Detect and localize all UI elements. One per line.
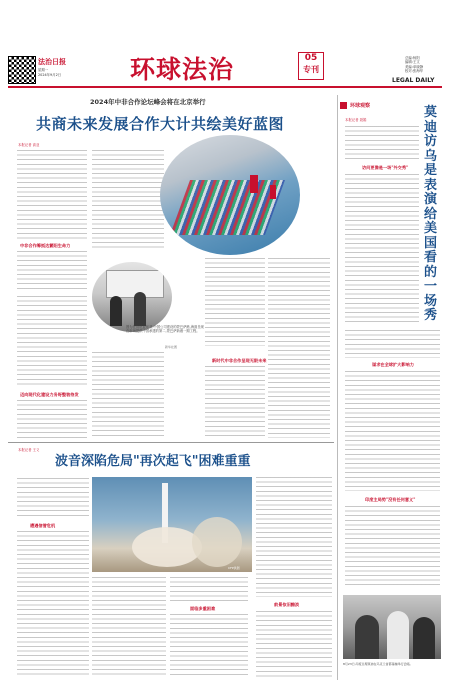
article2-photo-caption: 8月23日,印度总理莫迪在乌克兰首都基辅举行会晤。	[343, 662, 413, 666]
article1-body-col1d	[17, 400, 87, 438]
article1-headline: 共商未来发展合作大计共绘美好蓝图	[36, 115, 285, 133]
header-rule	[8, 86, 442, 88]
editor-credit: 校对:张海华	[405, 69, 424, 74]
article1-subhead: 新时代中非合作呈现无限未来	[212, 358, 267, 363]
article2-body-3	[345, 371, 440, 491]
article1-body-col2	[92, 150, 164, 250]
edition-date: 2024年9月2日	[38, 73, 62, 77]
article3-headline: 波音深陷危局"再次起飞"困难重重	[55, 454, 251, 469]
article2-body-1	[345, 126, 419, 160]
article1-subhead: 迈向现代化建设力务呀整装待发	[20, 392, 79, 397]
article3-subhead: 面临多重困难	[190, 606, 216, 611]
article2-subhead: 印度主局势"没有任何意义"	[365, 497, 416, 502]
article3-body-col1	[17, 478, 89, 518]
article1-body-col3	[205, 258, 265, 346]
editor-credit: 编辑:王文	[405, 60, 420, 65]
editor-credit: 总编:杨阳	[405, 56, 420, 60]
article1-divider	[8, 442, 334, 443]
editor-credit: 美编:单晓静	[405, 64, 424, 69]
article3-body-col2	[92, 577, 166, 677]
page-number-box	[298, 52, 324, 80]
masthead-logo: 法治日报	[38, 57, 66, 66]
article3-body-col1b	[17, 531, 89, 676]
article2-body-4	[345, 506, 440, 588]
article2-subhead: 访问更像是一场"外交秀"	[362, 165, 409, 170]
article1-body-col2b	[92, 352, 164, 438]
article1-byline: 本报记者 高亚	[18, 143, 40, 147]
article1-body-col1	[17, 150, 87, 240]
article2-byline: 本报记者 聂娟	[345, 118, 367, 122]
article1-body-col4	[268, 258, 330, 438]
article1-kicker: 2024年中非合作论坛峰会将在北京举行	[90, 98, 206, 106]
article3-byline: 本报记者 王义	[18, 448, 40, 452]
rocket-photo-credit: CFP供图	[228, 566, 240, 570]
article2-body-2b	[345, 330, 440, 358]
article1-subhead: 中非合作筹抵达繁阳生命力	[20, 243, 71, 248]
edition-label: 星期一	[38, 68, 49, 72]
article2-subhead: 谋求在全球扩大影响力	[372, 362, 414, 367]
section-icon	[340, 102, 347, 109]
article1-body-col1c	[17, 296, 87, 388]
article1-body-col3b	[205, 366, 265, 438]
article3-body-col3	[170, 577, 248, 603]
port-photo	[160, 135, 300, 255]
article3-subhead: 遭遇信誉危机	[30, 523, 56, 528]
page-number: 05	[304, 53, 318, 63]
article3-body-col3b	[170, 614, 248, 676]
workers-photo	[92, 262, 172, 332]
column-divider	[337, 95, 338, 680]
section-label: 环球观察	[350, 103, 371, 109]
article3-body-col4b	[256, 611, 332, 677]
page-title: 环球法治	[130, 55, 235, 84]
article2-headline: 莫迪访乌是表演给美国看的一场秀	[424, 105, 438, 323]
article3-subhead: 前景依旧黯淡	[274, 602, 300, 607]
page-type: 专刊	[303, 65, 319, 74]
photo-caption: 图为在肯尼亚东非,中国公司建设的蒙巴萨港,海面呈现在市场提供中国承建的第二,蒙巴萨新港一期工程。	[126, 325, 204, 334]
qr-code	[8, 56, 36, 84]
english-name: LEGAL DAILY	[392, 77, 435, 84]
article3-body-col4	[256, 477, 332, 597]
photo-credit: 新华社图	[165, 345, 178, 349]
article2-body-2	[345, 174, 419, 324]
rocket-photo	[92, 477, 252, 572]
article1-body-col1b	[17, 251, 87, 291]
editor-credits	[405, 56, 423, 74]
handshake-photo	[343, 595, 441, 659]
